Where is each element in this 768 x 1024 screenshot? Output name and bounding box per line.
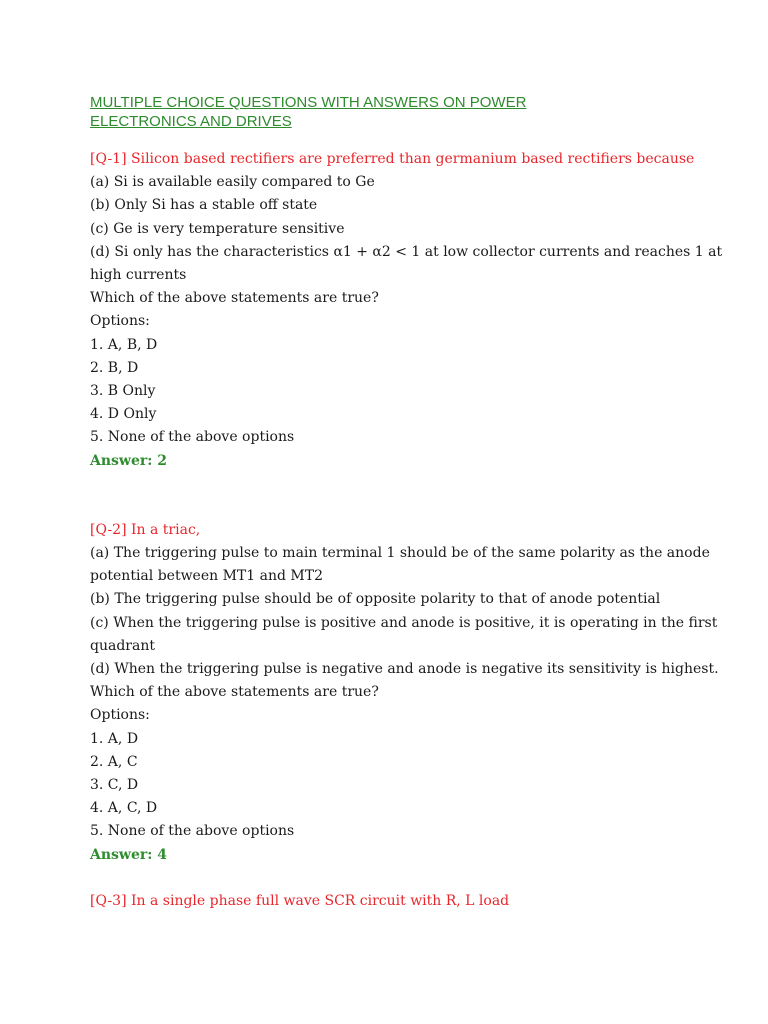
statement-a-continued: potential between MT1 and MT2 [90, 568, 323, 585]
options-label: Options: [90, 707, 150, 724]
question-heading: [Q-1] Silicon based rectifiers are preferred than germanium based rectifiers because [90, 151, 695, 167]
answer: Answer: 2 [90, 452, 168, 469]
option-2: 2. A, C [90, 753, 138, 770]
option-4: 4. A, C, D [90, 800, 158, 817]
option-3: 3. C, D [90, 777, 139, 794]
question-heading: [Q-2] In a triac, [90, 521, 201, 538]
option-2: 2. B, D [90, 359, 139, 376]
option-3: 3. B Only [90, 383, 156, 400]
statement-a: (a) Si is available easily compared to Ge [90, 174, 375, 191]
question-heading: [Q-3] In a single phase full wave SCR circuit with R, L load [90, 892, 510, 909]
statement-d: (d) When the triggering pulse is negative and anode is negative its sensitivity is highest. [90, 661, 719, 678]
question-block-1 [90, 148, 730, 473]
statement-a: (a) The triggering pulse to main terminal 1 should be of the same polarity as the anode [90, 545, 710, 562]
document-title-line-2: ELECTRONICS AND DRIVES [90, 113, 292, 130]
question-block-3 [90, 890, 730, 913]
statement-c: (c) When the triggering pulse is positive and anode is positive, it is operating in the first [90, 614, 718, 631]
statement-b: (b) The triggering pulse should be of opposite polarity to that of anode potential [90, 591, 661, 608]
question-block-2 [90, 519, 730, 867]
answer: Answer: 4 [90, 846, 168, 863]
statement-d: (d) Si only has the characteristics α1 + α2 < 1 at low collector currents and reaches 1 at [90, 243, 723, 260]
option-5: 5. None of the above options [90, 823, 295, 840]
option-5: 5. None of the above options [90, 429, 295, 446]
document-page [90, 93, 730, 913]
question-prompt: Which of the above statements are true? [90, 684, 379, 701]
options-label: Options: [90, 313, 150, 330]
statement-d-continued: high currents [90, 267, 187, 284]
question-prompt: Which of the above statements are true? [90, 290, 379, 307]
option-1: 1. A, D [90, 730, 139, 747]
statement-c-continued: quadrant [90, 637, 155, 654]
option-4: 4. D Only [90, 406, 157, 423]
statement-c: (c) Ge is very temperature sensitive [90, 220, 345, 237]
document-title-line-1: MULTIPLE CHOICE QUESTIONS WITH ANSWERS ON POWER [90, 94, 527, 111]
statement-b: (b) Only Si has a stable off state [90, 197, 318, 214]
option-1: 1. A, B, D [90, 336, 158, 353]
